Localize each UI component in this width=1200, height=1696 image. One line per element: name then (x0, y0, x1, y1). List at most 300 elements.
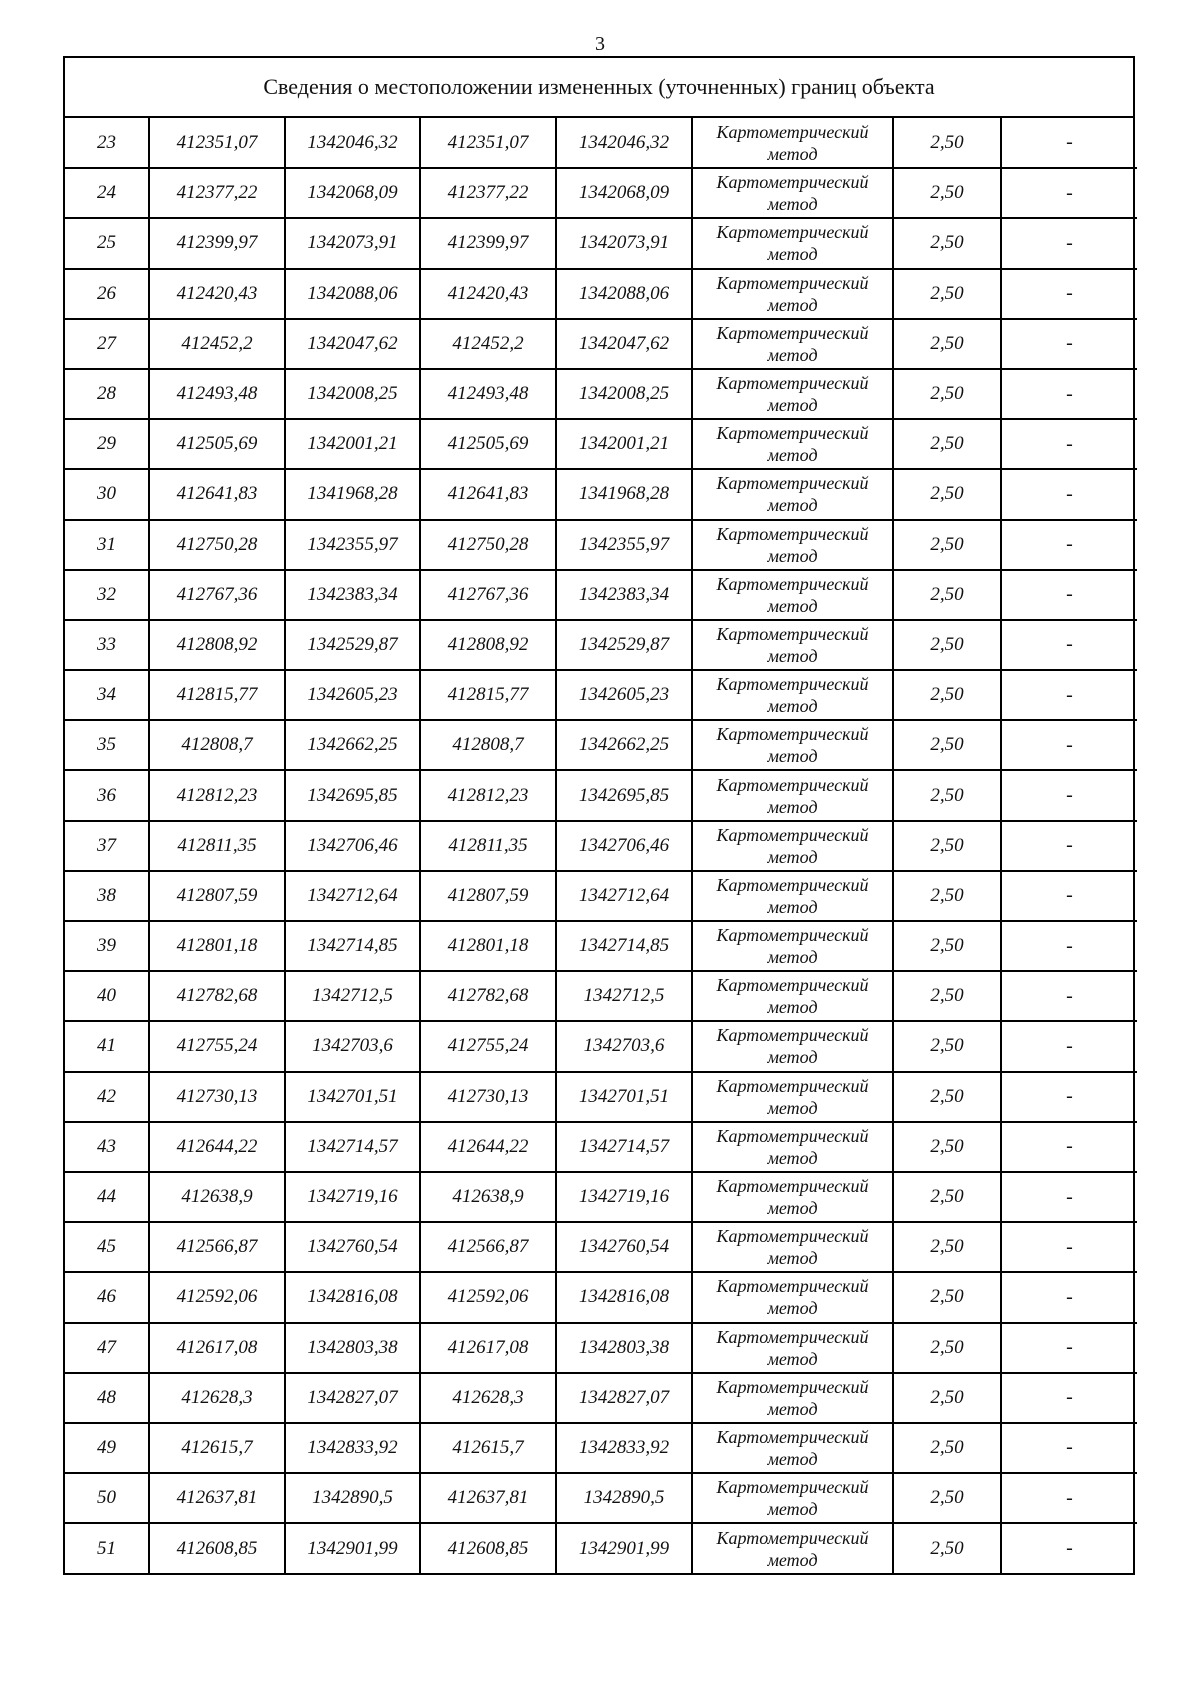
method-line-1: Картометрический (716, 1276, 869, 1297)
description-cell: - (1001, 670, 1137, 720)
precision-cell: 2,50 (893, 218, 1001, 268)
old-x-cell: 412811,35 (149, 821, 285, 871)
method-line-1: Картометрический (716, 322, 869, 343)
new-y-cell: 1342088,06 (556, 269, 692, 319)
method-line-1: Картометрический (716, 373, 869, 394)
old-y-cell: 1342355,97 (285, 520, 420, 570)
old-x-cell: 412755,24 (149, 1021, 285, 1071)
old-x-cell: 412399,97 (149, 218, 285, 268)
old-x-cell: 412808,92 (149, 620, 285, 670)
new-x-cell: 412377,22 (420, 168, 556, 218)
point-number-cell: 50 (65, 1473, 149, 1523)
old-y-cell: 1342046,32 (285, 118, 420, 168)
point-number-cell: 24 (65, 168, 149, 218)
table-row (65, 770, 1137, 820)
old-y-cell: 1342803,38 (285, 1323, 420, 1373)
precision-cell: 2,50 (893, 1423, 1001, 1473)
method-cell (692, 971, 893, 1021)
precision-cell: 2,50 (893, 118, 1001, 168)
new-y-cell: 1342703,6 (556, 1021, 692, 1071)
method-line-2: метод (767, 1147, 818, 1168)
point-number-cell: 51 (65, 1523, 149, 1573)
new-x-cell: 412815,77 (420, 670, 556, 720)
method-line-1: Картометрический (716, 774, 869, 795)
old-y-cell: 1342901,99 (285, 1523, 420, 1573)
table-row (65, 1323, 1137, 1373)
method-cell (692, 1222, 893, 1272)
table-row (65, 871, 1137, 921)
new-y-cell: 1342714,85 (556, 921, 692, 971)
old-x-cell: 412808,7 (149, 720, 285, 770)
old-x-cell: 412812,23 (149, 770, 285, 820)
method-cell (692, 419, 893, 469)
point-number-cell: 30 (65, 469, 149, 519)
method-cell (692, 720, 893, 770)
method-cell (692, 1373, 893, 1423)
point-number-cell: 39 (65, 921, 149, 971)
method-line-2: метод (767, 896, 818, 917)
precision-cell: 2,50 (893, 821, 1001, 871)
new-x-cell: 412644,22 (420, 1122, 556, 1172)
table-row (65, 1523, 1137, 1573)
point-number-cell: 46 (65, 1272, 149, 1322)
table-row (65, 921, 1137, 971)
old-y-cell: 1342719,16 (285, 1172, 420, 1222)
new-y-cell: 1342001,21 (556, 419, 692, 469)
description-cell: - (1001, 1072, 1137, 1122)
method-cell (692, 921, 893, 971)
table-row (65, 1172, 1137, 1222)
point-number-cell: 23 (65, 118, 149, 168)
precision-cell: 2,50 (893, 419, 1001, 469)
description-cell: - (1001, 1021, 1137, 1071)
method-line-1: Картометрический (716, 272, 869, 293)
old-y-cell: 1342068,09 (285, 168, 420, 218)
table-row (65, 971, 1137, 1021)
new-y-cell: 1342833,92 (556, 1423, 692, 1473)
new-x-cell: 412637,81 (420, 1473, 556, 1523)
precision-cell: 2,50 (893, 720, 1001, 770)
method-line-1: Картометрический (716, 975, 869, 996)
method-line-1: Картометрический (716, 1477, 869, 1498)
method-line-1: Картометрический (716, 874, 869, 895)
precision-cell: 2,50 (893, 1473, 1001, 1523)
precision-cell: 2,50 (893, 770, 1001, 820)
method-line-2: метод (767, 947, 818, 968)
precision-cell: 2,50 (893, 1222, 1001, 1272)
method-line-2: метод (767, 796, 818, 817)
new-y-cell: 1342719,16 (556, 1172, 692, 1222)
method-cell (692, 1473, 893, 1523)
table-row (65, 670, 1137, 720)
old-x-cell: 412420,43 (149, 269, 285, 319)
method-cell (692, 770, 893, 820)
old-y-cell: 1342714,85 (285, 921, 420, 971)
description-cell: - (1001, 1473, 1137, 1523)
description-cell: - (1001, 1423, 1137, 1473)
new-y-cell: 1342701,51 (556, 1072, 692, 1122)
method-line-2: метод (767, 495, 818, 516)
new-y-cell: 1342803,38 (556, 1323, 692, 1373)
new-x-cell: 412641,83 (420, 469, 556, 519)
method-line-2: метод (767, 1448, 818, 1469)
method-cell (692, 168, 893, 218)
new-y-cell: 1342712,5 (556, 971, 692, 1021)
table-row (65, 520, 1137, 570)
description-cell: - (1066, 1537, 1073, 1560)
method-line-2: метод (767, 244, 818, 265)
old-x-cell: 412815,77 (149, 670, 285, 720)
method-line-1: Картометрический (716, 1125, 869, 1146)
point-number-cell: 26 (65, 269, 149, 319)
old-x-cell: 412730,13 (149, 1072, 285, 1122)
new-x-cell: 412493,48 (420, 369, 556, 419)
old-x-cell: 412641,83 (149, 469, 285, 519)
method-line-1: Картометрический (716, 172, 869, 193)
method-line-2: метод (767, 1097, 818, 1118)
table-row (65, 218, 1137, 268)
new-x-cell: 412750,28 (420, 520, 556, 570)
new-y-cell: 1342068,09 (556, 168, 692, 218)
method-line-1: Картометрический (716, 674, 869, 695)
method-line-1: Картометрический (716, 121, 869, 142)
precision-cell: 2,50 (893, 1373, 1001, 1423)
new-x-cell: 412566,87 (420, 1222, 556, 1272)
new-y-cell: 1341968,28 (556, 469, 692, 519)
new-y-cell: 1342008,25 (556, 369, 692, 419)
old-y-cell: 1342833,92 (285, 1423, 420, 1473)
table-row (65, 1423, 1137, 1473)
method-line-2: метод (767, 746, 818, 767)
description-cell: - (1001, 921, 1137, 971)
method-cell (692, 570, 893, 620)
method-line-2: метод (767, 1198, 818, 1219)
precision-cell: 2,50 (893, 921, 1001, 971)
method-line-1: Картометрический (716, 473, 869, 494)
new-y-cell: 1342529,87 (556, 620, 692, 670)
method-cell (692, 1423, 893, 1473)
method-cell (692, 369, 893, 419)
table-row (65, 369, 1137, 419)
new-x-cell: 412755,24 (420, 1021, 556, 1071)
table-row (65, 821, 1137, 871)
new-y-cell: 1342706,46 (556, 821, 692, 871)
old-y-cell: 1342712,64 (285, 871, 420, 921)
new-x-cell: 412617,08 (420, 1323, 556, 1373)
new-x-cell: 412807,59 (420, 871, 556, 921)
old-x-cell: 412608,85 (149, 1523, 285, 1573)
new-x-cell: 412592,06 (420, 1272, 556, 1322)
precision-cell: 2,50 (893, 319, 1001, 369)
new-x-cell: 412812,23 (420, 770, 556, 820)
old-y-cell: 1342001,21 (285, 419, 420, 469)
method-line-1: Картометрический (716, 925, 869, 946)
method-line-2: метод (767, 1047, 818, 1068)
new-y-cell: 1342605,23 (556, 670, 692, 720)
new-y-cell: 1342712,64 (556, 871, 692, 921)
description-cell: - (1001, 770, 1137, 820)
old-y-cell: 1342605,23 (285, 670, 420, 720)
old-y-cell: 1342695,85 (285, 770, 420, 820)
new-x-cell: 412808,92 (420, 620, 556, 670)
method-line-1: Картометрический (716, 1226, 869, 1247)
method-line-2: метод (767, 1499, 818, 1520)
point-number-cell: 43 (65, 1122, 149, 1172)
precision-cell: 2,50 (893, 520, 1001, 570)
new-y-cell: 1342383,34 (556, 570, 692, 620)
method-cell (692, 218, 893, 268)
method-cell (692, 821, 893, 871)
new-x-cell: 412452,2 (420, 319, 556, 369)
method-line-2: метод (767, 294, 818, 315)
table-row (65, 1373, 1137, 1423)
method-cell (692, 1272, 893, 1322)
table-row (65, 570, 1137, 620)
description-cell: - (1001, 620, 1137, 670)
new-x-cell: 412420,43 (420, 269, 556, 319)
table-row (65, 720, 1137, 770)
old-x-cell: 412644,22 (149, 1122, 285, 1172)
old-x-cell: 412628,3 (149, 1373, 285, 1423)
method-line-2: метод (767, 696, 818, 717)
method-cell (692, 1122, 893, 1172)
new-x-cell: 412801,18 (420, 921, 556, 971)
method-line-1: Картометрический (716, 824, 869, 845)
description-cell: - (1001, 118, 1137, 168)
precision-cell: 2,50 (893, 570, 1001, 620)
point-number-cell: 27 (65, 319, 149, 369)
point-number-cell: 47 (65, 1323, 149, 1373)
method-cell (692, 670, 893, 720)
table-title: Сведения о местоположении измененных (уточненных) границ объекта (65, 58, 1133, 118)
description-cell: - (1001, 1172, 1137, 1222)
point-number-cell: 35 (65, 720, 149, 770)
method-cell (692, 871, 893, 921)
method-line-1: Картометрический (716, 623, 869, 644)
new-y-cell: 1342073,91 (556, 218, 692, 268)
method-line-2: метод (767, 1398, 818, 1419)
method-line-2: метод (767, 445, 818, 466)
new-y-cell: 1342714,57 (556, 1122, 692, 1172)
new-y-cell: 1342901,99 (556, 1523, 692, 1573)
boundary-table (63, 56, 1135, 1575)
method-cell (692, 1072, 893, 1122)
old-x-cell: 412592,06 (149, 1272, 285, 1322)
precision-cell: 2,50 (893, 168, 1001, 218)
method-line-1: Картометрический (716, 724, 869, 745)
description-cell: - (1001, 319, 1137, 369)
description-cell: - (1001, 269, 1137, 319)
method-line-1: Картометрический (716, 1326, 869, 1347)
point-number-cell: 42 (65, 1072, 149, 1122)
method-line-2: метод (767, 194, 818, 215)
old-y-cell: 1342706,46 (285, 821, 420, 871)
table-row (65, 469, 1137, 519)
table-row (65, 168, 1137, 218)
method-cell (692, 1323, 893, 1373)
point-number-cell: 34 (65, 670, 149, 720)
precision-cell: 2,50 (893, 1523, 1001, 1573)
old-x-cell: 412493,48 (149, 369, 285, 419)
new-x-cell: 412638,9 (420, 1172, 556, 1222)
old-x-cell: 412807,59 (149, 871, 285, 921)
description-cell: - (1001, 419, 1137, 469)
old-y-cell: 1342088,06 (285, 269, 420, 319)
table-row (65, 1021, 1137, 1071)
old-y-cell: 1342712,5 (285, 971, 420, 1021)
point-number-cell: 32 (65, 570, 149, 620)
old-x-cell: 412566,87 (149, 1222, 285, 1272)
description-cell: - (1001, 1373, 1137, 1423)
new-y-cell: 1342047,62 (556, 319, 692, 369)
description-cell: - (1001, 469, 1137, 519)
old-x-cell: 412377,22 (149, 168, 285, 218)
description-cell: - (1001, 821, 1137, 871)
method-line-2: метод (767, 395, 818, 416)
method-line-2: метод (767, 545, 818, 566)
method-cell (692, 118, 893, 168)
method-line-2: метод (767, 595, 818, 616)
old-y-cell: 1342703,6 (285, 1021, 420, 1071)
new-x-cell: 412808,7 (420, 720, 556, 770)
page-number: 3 (595, 33, 605, 55)
old-x-cell: 412782,68 (149, 971, 285, 1021)
new-x-cell: 412628,3 (420, 1373, 556, 1423)
precision-cell: 2,50 (893, 1323, 1001, 1373)
point-number-cell: 44 (65, 1172, 149, 1222)
old-x-cell: 412750,28 (149, 520, 285, 570)
new-y-cell: 1342662,25 (556, 720, 692, 770)
method-line-2: метод (767, 1348, 818, 1369)
method-cell (692, 269, 893, 319)
old-y-cell: 1342529,87 (285, 620, 420, 670)
old-y-cell: 1342008,25 (285, 369, 420, 419)
method-line-2: метод (767, 1298, 818, 1319)
point-number-cell: 25 (65, 218, 149, 268)
old-y-cell: 1342073,91 (285, 218, 420, 268)
new-y-cell: 1342827,07 (556, 1373, 692, 1423)
method-line-2: метод (767, 143, 818, 164)
precision-cell: 2,50 (893, 369, 1001, 419)
old-y-cell: 1342760,54 (285, 1222, 420, 1272)
description-cell: - (1001, 1272, 1137, 1322)
old-x-cell: 412615,7 (149, 1423, 285, 1473)
method-line-1: Картометрический (716, 523, 869, 544)
table-row (65, 269, 1137, 319)
old-y-cell: 1342714,57 (285, 1122, 420, 1172)
table-row (65, 620, 1137, 670)
new-x-cell: 412767,36 (420, 570, 556, 620)
point-number-cell: 36 (65, 770, 149, 820)
method-line-1: Картометрический (716, 1075, 869, 1096)
method-line-1: Картометрический (716, 1025, 869, 1046)
method-line-1: Картометрический (716, 1426, 869, 1447)
precision-cell: 2,50 (893, 469, 1001, 519)
old-y-cell: 1342890,5 (285, 1473, 420, 1523)
old-y-cell: 1342383,34 (285, 570, 420, 620)
point-number-cell: 31 (65, 520, 149, 570)
method-cell (692, 469, 893, 519)
description-cell: - (1001, 218, 1137, 268)
old-x-cell: 412505,69 (149, 419, 285, 469)
old-y-cell: 1342662,25 (285, 720, 420, 770)
old-y-cell: 1342047,62 (285, 319, 420, 369)
point-number-cell: 41 (65, 1021, 149, 1071)
old-y-cell: 1341968,28 (285, 469, 420, 519)
new-x-cell: 412811,35 (420, 821, 556, 871)
precision-cell: 2,50 (893, 871, 1001, 921)
new-x-cell: 412399,97 (420, 218, 556, 268)
description-cell: - (1001, 1222, 1137, 1272)
old-x-cell: 412801,18 (149, 921, 285, 971)
method-cell (692, 1172, 893, 1222)
precision-cell: 2,50 (893, 269, 1001, 319)
description-cell: - (1001, 871, 1137, 921)
description-cell: - (1001, 369, 1137, 419)
precision-cell: 2,50 (893, 971, 1001, 1021)
point-number-cell: 33 (65, 620, 149, 670)
precision-cell: 2,50 (893, 1072, 1001, 1122)
method-line-2: метод (767, 1549, 818, 1570)
table-row (65, 1473, 1137, 1523)
method-line-1: Картометрический (716, 1527, 869, 1548)
table-row (65, 319, 1137, 369)
old-x-cell: 412767,36 (149, 570, 285, 620)
precision-cell: 2,50 (893, 1122, 1001, 1172)
old-x-cell: 412351,07 (149, 118, 285, 168)
method-cell (692, 620, 893, 670)
table-row (65, 1222, 1137, 1272)
old-x-cell: 412638,9 (149, 1172, 285, 1222)
precision-cell: 2,50 (893, 1021, 1001, 1071)
precision-cell: 2,50 (893, 670, 1001, 720)
method-cell (692, 1021, 893, 1071)
old-x-cell: 412452,2 (149, 319, 285, 369)
description-cell: - (1001, 1323, 1137, 1373)
old-y-cell: 1342701,51 (285, 1072, 420, 1122)
method-line-1: Картометрический (716, 1176, 869, 1197)
method-cell (692, 319, 893, 369)
precision-cell: 2,50 (893, 620, 1001, 670)
table-row (65, 1122, 1137, 1172)
point-number-cell: 48 (65, 1373, 149, 1423)
point-number-cell: 28 (65, 369, 149, 419)
method-line-2: метод (767, 1248, 818, 1269)
table-row (65, 1272, 1137, 1322)
new-y-cell: 1342816,08 (556, 1272, 692, 1322)
method-line-1: Картометрический (716, 222, 869, 243)
new-y-cell: 1342355,97 (556, 520, 692, 570)
coordinates-table (65, 118, 1137, 1573)
new-x-cell: 412351,07 (420, 118, 556, 168)
method-cell (692, 1523, 893, 1573)
new-y-cell: 1342890,5 (556, 1473, 692, 1523)
new-x-cell: 412615,7 (420, 1423, 556, 1473)
point-number-cell: 45 (65, 1222, 149, 1272)
method-line-2: метод (767, 645, 818, 666)
point-number-cell: 40 (65, 971, 149, 1021)
method-line-2: метод (767, 846, 818, 867)
method-line-2: метод (767, 997, 818, 1018)
new-y-cell: 1342046,32 (556, 118, 692, 168)
description-cell: - (1001, 520, 1137, 570)
point-number-cell: 37 (65, 821, 149, 871)
precision-cell: 2,50 (893, 1272, 1001, 1322)
table-row (65, 118, 1137, 168)
new-y-cell: 1342695,85 (556, 770, 692, 820)
new-x-cell: 412505,69 (420, 419, 556, 469)
method-cell (692, 520, 893, 570)
